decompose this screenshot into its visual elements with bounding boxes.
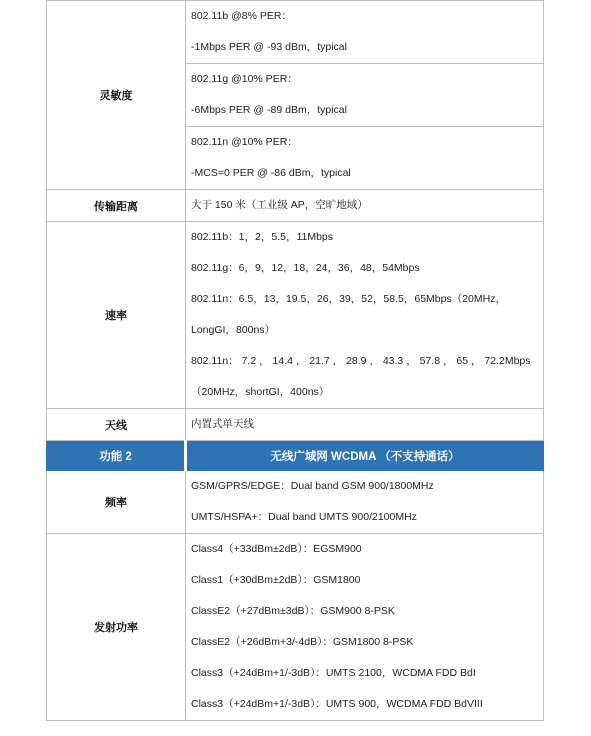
value-line: 802.11g @10% PER：	[191, 73, 298, 85]
antenna-value-cell	[186, 409, 544, 441]
sensitivity-label: 灵敏度	[47, 1, 186, 190]
tx-power-label: 发射功率	[47, 534, 186, 721]
tx-power-values	[186, 534, 544, 721]
frequency-label: 频率	[47, 471, 186, 534]
value-line: Class1（+30dBm±2dB）：GSM1800	[191, 574, 361, 586]
distance-label: 传输距离	[47, 190, 186, 222]
section-header-row	[47, 441, 544, 471]
value-line: UMTS/HSPA+：Dual band UMTS 900/2100MHz	[191, 511, 417, 523]
antenna-label: 天线	[47, 409, 186, 441]
row-antenna	[47, 409, 544, 441]
distance-value-cell	[186, 190, 544, 222]
value-line: Class4（+33dBm±2dB）：EGSM900	[191, 543, 362, 555]
value-line: ClassE2（+27dBm±3dB）：GSM900 8-PSK	[191, 605, 395, 617]
sensitivity-group-g	[186, 64, 544, 127]
sensitivity-group-n	[186, 127, 544, 190]
frequency-values	[186, 471, 544, 534]
row-rate	[47, 222, 544, 409]
value-line: -1Mbps PER @ -93 dBm，typical	[191, 41, 347, 53]
value-line: -MCS=0 PER @ -86 dBm，typical	[191, 167, 351, 179]
value-line: Class3（+24dBm+1/-3dB）：UMTS 900，WCDMA FDD BdVIII	[191, 698, 483, 710]
rate-label: 速率	[47, 222, 186, 409]
sensitivity-group-b	[186, 1, 544, 64]
value-line: -6Mbps PER @ -89 dBm，typical	[191, 104, 347, 116]
antenna-value: 内置式单天线	[191, 418, 254, 430]
rate-values	[186, 222, 544, 409]
row-distance	[47, 190, 544, 222]
value-line: 802.11n： 7.2 ， 14.4 ， 21.7 ， 28.9 ， 43.3 ， 57.8 ， 65 ， 72.2Mbps	[191, 355, 531, 367]
value-line: GSM/GPRS/EDGE：Dual band GSM 900/1800MHz	[191, 480, 434, 492]
value-line: Class3（+24dBm+1/-3dB）：UMTS 2100，WCDMA FDD BdI	[191, 667, 476, 679]
value-line: 802.11n @10% PER：	[191, 136, 298, 148]
row-tx-power	[47, 534, 544, 721]
row-frequency	[47, 471, 544, 534]
spec-table	[46, 0, 544, 721]
distance-value: 大于 150 米（工业级 AP，空旷地域）	[191, 199, 368, 211]
section-left-header: 功能 2	[47, 441, 186, 471]
value-line: 802.11b：1，2，5.5，11Mbps	[191, 231, 334, 243]
section-right-header: 无线广域网 WCDMA （不支持通话）	[186, 441, 544, 471]
value-line: LongGI，800ns）	[191, 324, 276, 336]
value-line: 802.11g：6，9，12，18，24，36，48，54Mbps	[191, 262, 420, 274]
value-line: 802.11b @8% PER：	[191, 10, 292, 22]
value-line: ClassE2（+26dBm+3/-4dB）：GSM1800 8-PSK	[191, 636, 414, 648]
row-sensitivity	[47, 1, 544, 64]
value-line: 802.11n：6.5，13，19.5，26，39，52，58.5，65Mbps（20MHz，	[191, 293, 506, 305]
value-line: （20MHz，shortGI，400ns）	[191, 386, 330, 398]
